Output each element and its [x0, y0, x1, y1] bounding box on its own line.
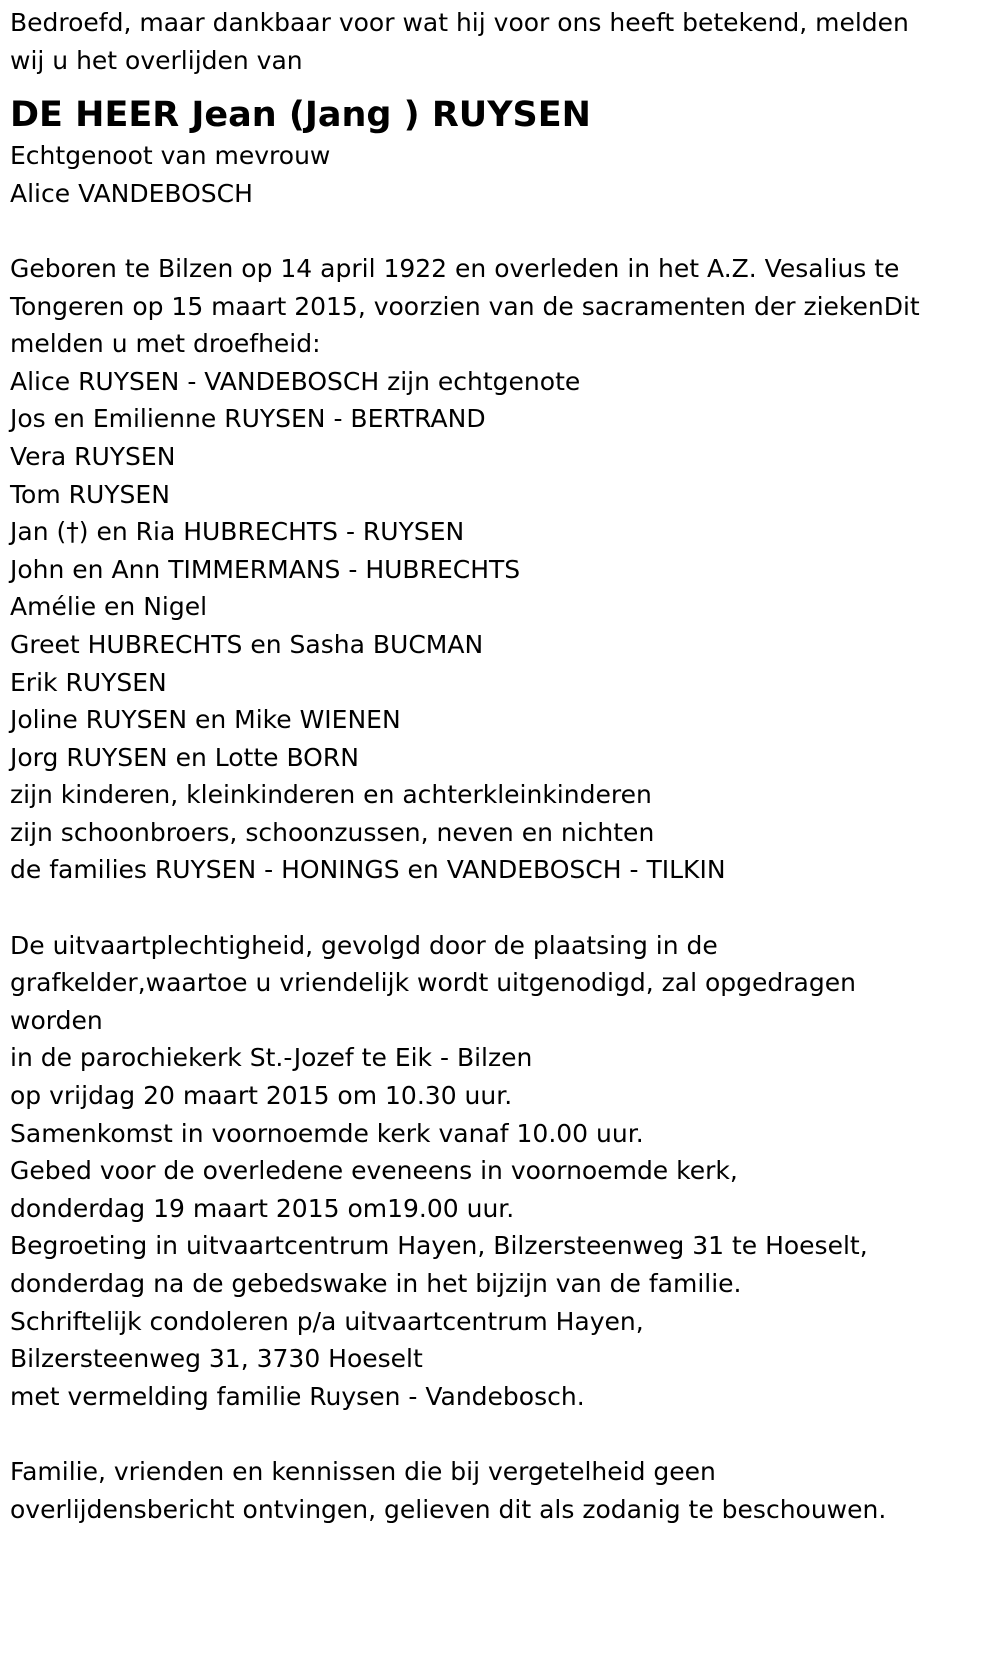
ceremony-line: donderdag na de gebedswake in het bijzijn van de familie.: [10, 1269, 742, 1298]
family-line: Greet HUBRECHTS en Sasha BUCMAN: [10, 629, 484, 659]
family-line: [10, 513, 990, 551]
family-line: zijn kinderen, kleinkinderen en achterkleinkinderen: [10, 780, 652, 810]
ceremony-line: De uitvaartplechtigheid, gevolgd door de plaatsing in de: [10, 930, 718, 960]
family-line-part: Jan (: [10, 517, 67, 547]
spouse-line: Echtgenoot van mevrouw: [10, 141, 331, 171]
ceremony-line: Gebed voor de overledene eveneens in voornoemde kerk,: [10, 1156, 738, 1186]
birth-death-paragraph: [10, 250, 990, 363]
birth-death-line: melden u met droefheid:: [10, 329, 321, 359]
spacer: [10, 1415, 990, 1453]
ceremony-paragraph: [10, 927, 990, 1416]
ceremony-line: grafkelder,waartoe u vriendelijk wordt uitgenodigd, zal opgedragen: [10, 968, 856, 998]
ceremony-line: met vermelding familie Ruysen - Vandebosch.: [10, 1381, 585, 1411]
family-line-part: ) en Ria HUBRECHTS - RUYSEN: [78, 517, 465, 547]
spouse-block: [10, 137, 990, 212]
ceremony-line: Bilzersteenweg 31, 3730 Hoeselt: [10, 1344, 423, 1374]
closing-paragraph: [10, 1453, 990, 1528]
ceremony-line: worden: [10, 1005, 103, 1035]
closing-line: overlijdensbericht ontvingen, gelieven dit als zodanig te beschouwen.: [10, 1494, 887, 1524]
family-line: Erik RUYSEN: [10, 667, 167, 697]
obituary-notice: [10, 4, 990, 1528]
spacer: [10, 889, 990, 927]
spacer: [10, 212, 990, 250]
family-list: [10, 363, 990, 889]
family-line: Joline RUYSEN en Mike WIENEN: [10, 705, 401, 735]
intro-paragraph: [10, 4, 990, 79]
ceremony-line: Samenkomst in voornoemde kerk vanaf 10.00 uur.: [10, 1118, 644, 1148]
closing-line: Familie, vrienden en kennissen die bij vergetelheid geen: [10, 1456, 716, 1486]
family-line: de families RUYSEN - HONINGS en VANDEBOSCH - TILKIN: [10, 855, 726, 885]
ceremony-line: Begroeting in uitvaartcentrum Hayen, Bilzersteenweg 31 te Hoeselt,: [10, 1231, 868, 1261]
deceased-name: DE HEER Jean (Jang ) RUYSEN: [10, 95, 591, 136]
family-line: Jorg RUYSEN en Lotte BORN: [10, 742, 359, 772]
ceremony-line: Schriftelijk condoleren p/a uitvaartcentrum Hayen,: [10, 1306, 644, 1336]
ceremony-line: in de parochiekerk St.-Jozef te Eik - Bilzen: [10, 1043, 533, 1073]
family-line: Tom RUYSEN: [10, 479, 170, 509]
intro-line: wij u het overlijden van: [10, 45, 303, 75]
family-line: John en Ann TIMMERMANS - HUBRECHTS: [10, 554, 521, 584]
birth-death-line: Tongeren op 15 maart 2015, voorzien van de sacramenten der ziekenDit: [10, 291, 920, 321]
ceremony-line: op vrijdag 20 maart 2015 om 10.30 uur.: [10, 1081, 513, 1111]
spouse-line: Alice VANDEBOSCH: [10, 178, 253, 208]
family-line: zijn schoonbroers, schoonzussen, neven en nichten: [10, 817, 655, 847]
family-line: Amélie en Nigel: [10, 592, 208, 622]
family-line: Alice RUYSEN - VANDEBOSCH zijn echtgenote: [10, 366, 581, 396]
ceremony-line: donderdag 19 maart 2015 om19.00 uur.: [10, 1193, 515, 1223]
intro-line: Bedroefd, maar dankbaar voor wat hij voor ons heeft betekend, melden: [10, 8, 909, 37]
family-line: Vera RUYSEN: [10, 441, 176, 471]
family-line: Jos en Emilienne RUYSEN - BERTRAND: [10, 404, 486, 434]
birth-death-line: Geboren te Bilzen op 14 april 1922 en overleden in het A.Z. Vesalius te: [10, 253, 900, 283]
cross-icon: †: [66, 517, 79, 547]
